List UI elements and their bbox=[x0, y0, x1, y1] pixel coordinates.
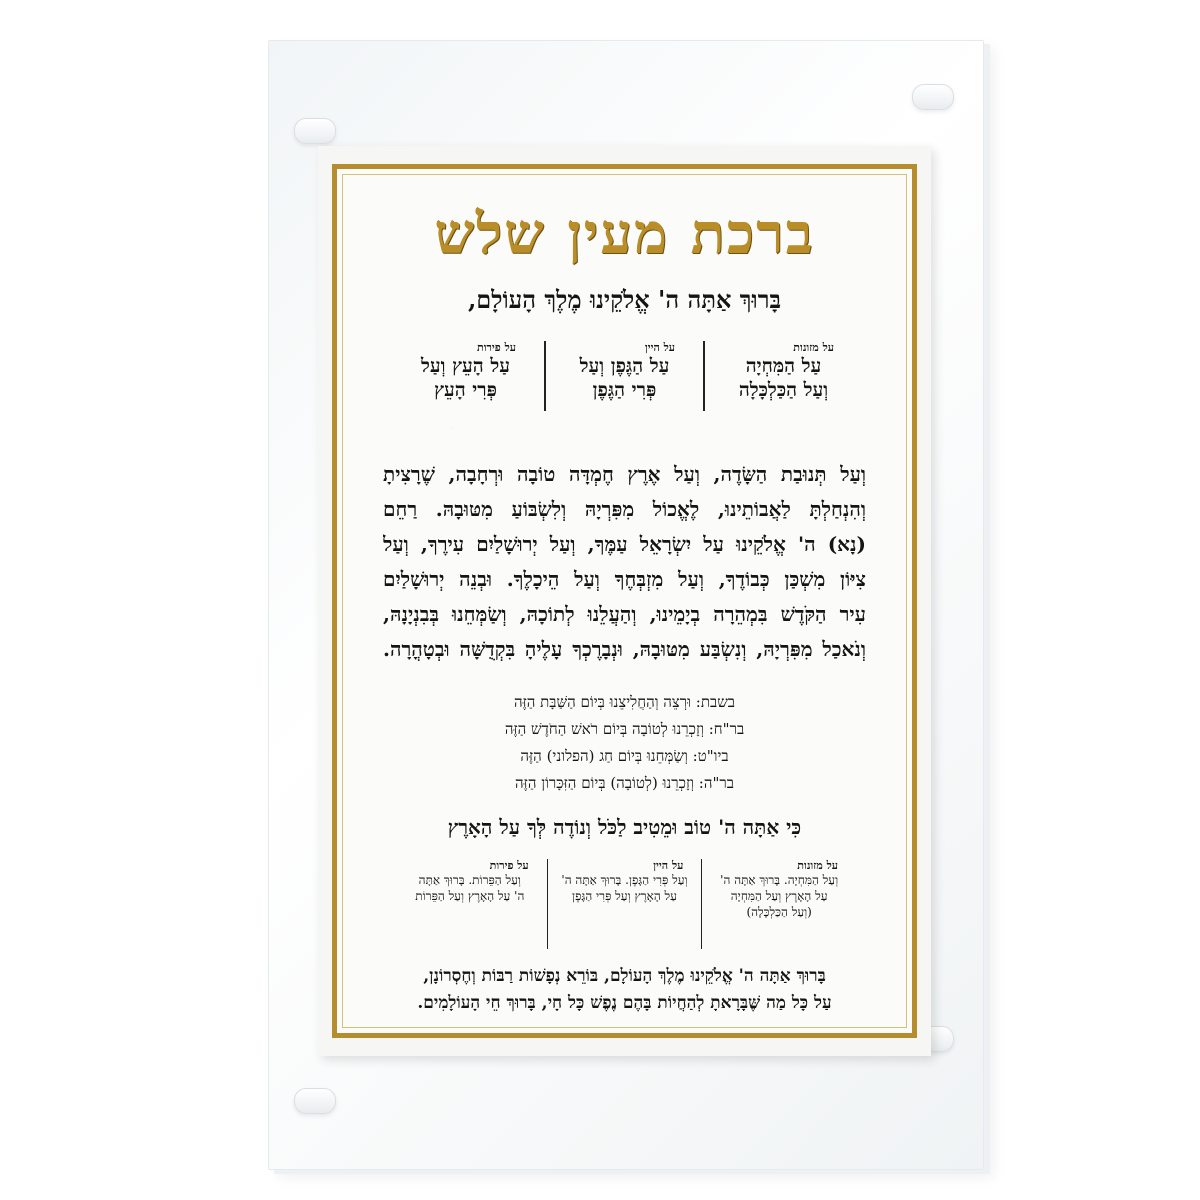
column-line: עַל הָעֵץ וְעַל bbox=[421, 355, 510, 377]
top-columns bbox=[387, 341, 862, 411]
final-line: בָּרוּךְ אַתָּה ה' אֱלֹקֵינוּ מֶלֶךְ הָעוֹלָם, בּוֹרֵא נְפָשׁוֹת רַבּוֹת וְחֶסְרוֹנָן, bbox=[423, 966, 826, 986]
standoff-top-left bbox=[294, 118, 336, 144]
standoff-bottom-left bbox=[294, 1088, 336, 1114]
holiday-inserts bbox=[347, 689, 902, 797]
column-line: עַל הָאָרֶץ וְעַל פְּרִי הַגָּפֶן bbox=[572, 889, 677, 903]
bottom-columns bbox=[393, 859, 856, 949]
column-line: פְּרִי הָעֵץ bbox=[434, 379, 497, 401]
bottom-column-wine bbox=[548, 859, 703, 949]
final-line: עַל כָּל מַה שֶּׁבָּרָאתָ לְהַחֲיוֹת בָּהֶם נֶפֶשׁ כָּל חָי, בָּרוּךְ חֵי הָעוֹלָמִים. bbox=[417, 993, 832, 1013]
column-line: פְּרִי הַגֶּפֶן bbox=[592, 379, 657, 401]
column-label: על פירות bbox=[477, 341, 516, 354]
column-label: על היין bbox=[653, 859, 684, 872]
page-title: ברכת מעין שלש bbox=[434, 201, 815, 267]
top-column-wine bbox=[546, 341, 705, 411]
column-label: על היין bbox=[644, 341, 675, 354]
body-line: עִיר הַקֹּדֶשׁ בִּמְהֵרָה בְיָמֵינוּ, וְהַעֲלֵנוּ לְתוֹכָהּ, וְשַׂמְּחֵנוּ בְּבִנְיָנָהּ, bbox=[383, 602, 866, 626]
standoff-top-right bbox=[912, 84, 954, 110]
column-line: ה' עַל הָאָרֶץ וְעַל הַפֵּרוֹת bbox=[415, 889, 525, 903]
column-line: עַל הַמִּחְיָה bbox=[745, 355, 822, 377]
insert-line: ביו"ט: וְשַׂמְּחֵנוּ בְּיוֹם חַג (הפלוני) הַזֶּה bbox=[520, 747, 729, 765]
top-column-fruit bbox=[387, 341, 546, 411]
body-paragraph bbox=[383, 457, 866, 667]
closing-line: כִּי אַתָּה ה' טוֹב וּמֵטִיב לַכֹּל וְנוֹדֶה לְּךָ עַל הָאָרֶץ bbox=[447, 815, 802, 839]
insert-line: בשבת: וּרְצֵה וְהַחֲלִיצֵנוּ בְּיוֹם הַשַּׁבָּת הַזֶּה bbox=[513, 693, 736, 711]
top-column-mezonot bbox=[705, 341, 862, 411]
column-label: על מזונות bbox=[793, 341, 834, 354]
insert-line: בר"ה: וְזָכְרֵנוּ (לְטוֹבָה) בְּיוֹם הַזִּכָּרוֹן הַזֶּה bbox=[515, 774, 734, 792]
column-line: עַל הַגֶּפֶן וְעַל bbox=[579, 355, 670, 377]
column-label: על מזונות bbox=[797, 859, 838, 872]
column-line: (וְעַל הַכַּלְכָּלָה) bbox=[746, 905, 812, 919]
blessing-print bbox=[318, 146, 931, 1056]
insert-line: בר"ח: וְזָכְרֵנוּ לְטוֹבָה בְּיוֹם רֹאשׁ הַחֹדֶשׁ הַזֶּה bbox=[504, 720, 745, 738]
column-line: וְעַל הַכַּלְכָּלָה bbox=[738, 379, 829, 401]
column-line: וְעַל הַפֵּרוֹת. בָּרוּךְ אַתָּה bbox=[418, 873, 521, 887]
gold-frame bbox=[332, 164, 917, 1038]
bottom-column-mezonot bbox=[702, 859, 856, 949]
blessing-content bbox=[347, 179, 902, 1023]
final-blessing bbox=[377, 963, 872, 1017]
bottom-column-fruit bbox=[393, 859, 548, 949]
column-line: עַל הָאָרֶץ וְעַל הַמִּחְיָה bbox=[730, 889, 828, 903]
opening-line: בָּרוּךְ אַתָּה ה' אֱלֹקֵינוּ מֶלֶךְ הָעוֹלָם, bbox=[467, 285, 782, 314]
body-line: צִיּוֹן מִשְׁכַּן כְּבוֹדֶךָ, וְעַל מִזְבְּחֶךָ וְעַל הֵיכָלֶךָ. וּבְנֵה יְרוּשָׁלַיִם bbox=[383, 567, 866, 591]
column-label: על פירות bbox=[489, 859, 529, 872]
body-line: (נָא) ה' אֱלֹקֵינוּ עַל יִשְׂרָאֵל עַמֶּךָ, וְעַל יְרוּשָׁלַיִם עִירֶךָ, וְעַל bbox=[383, 532, 866, 556]
column-line: וְעַל הַמִּחְיָה. בָּרוּךְ אַתָּה ה' bbox=[720, 873, 839, 887]
body-line: וְנֹאכַל מִפִּרְיָהּ, וְנִשְׂבַּע מִטּוּבָהּ, וּנְבָרֶכְךָ עָלֶיהָ בִּקְדֻשָּׁה וּבְטָהֳרָה. bbox=[383, 637, 866, 661]
column-line: וְעַל פְּרִי הַגָּפֶן. בָּרוּךְ אַתָּה ה' bbox=[561, 873, 688, 887]
body-line: וְעַל תְּנוּבַת הַשָּׂדֶה, וְעַל אֶרֶץ חֶמְדָּה טוֹבָה וּרְחָבָה, שֶׁרָצִיתָ bbox=[383, 462, 866, 486]
body-line: וְהִנְחַלְתָּ לַאֲבוֹתֵינוּ, לֶאֱכוֹל מִפִּרְיָהּ וְלִשְׂבּוֹעַ מִטּוּבָהּ. רַחֵם bbox=[383, 497, 866, 521]
